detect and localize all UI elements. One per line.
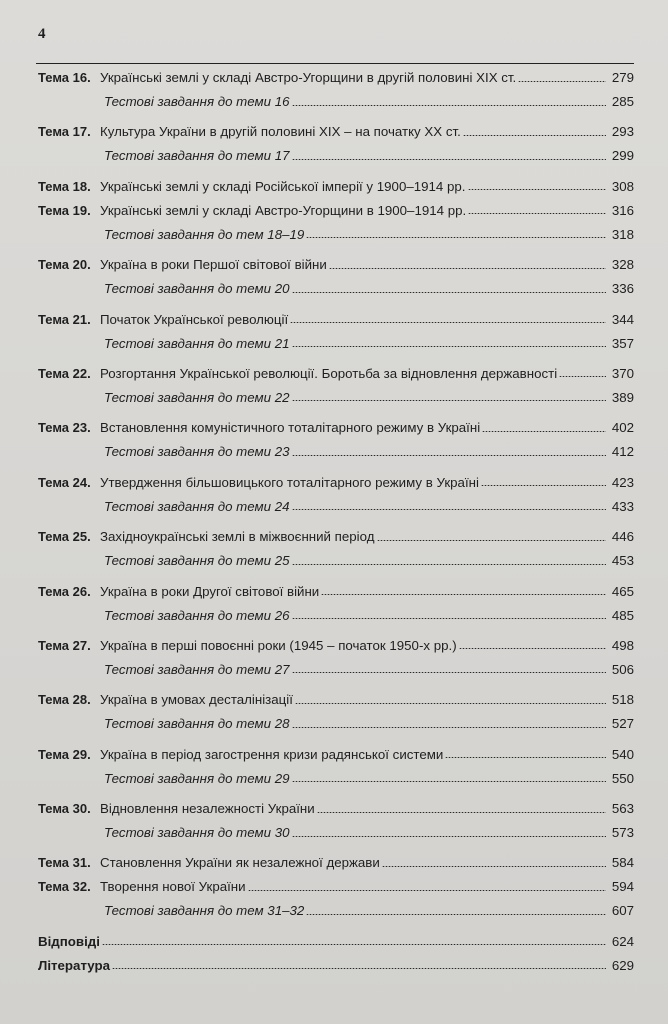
toc-topic-entry[interactable]	[36, 66, 634, 90]
page-reference: 607	[611, 903, 634, 919]
topic-number: Тема 31.	[38, 855, 91, 871]
page-reference: 573	[611, 825, 634, 841]
dot-leader	[459, 648, 606, 649]
topic-number: Тема 21.	[38, 311, 91, 327]
topic-number: Тема 22.	[38, 365, 91, 381]
dot-leader	[317, 812, 606, 813]
dot-leader	[468, 189, 607, 190]
page-reference: 563	[611, 801, 634, 817]
entry-title: Встановлення комуністичного тоталітарного режиму в Україні	[100, 420, 481, 436]
dot-leader	[292, 509, 607, 510]
entry-title: Культура України в другій половині XIX – на початку XX ст.	[100, 124, 461, 140]
toc-topic-entry[interactable]	[36, 308, 634, 332]
entry-title: Утвердження більшовицького тоталітарного режиму в Україні	[100, 474, 479, 490]
page-reference: 540	[611, 746, 634, 762]
dot-leader	[306, 914, 606, 915]
entry-title: Українські землі у складі Австро-Угорщини в 1900–1914 рр.	[100, 202, 467, 218]
page-reference: 344	[611, 311, 634, 327]
dot-leader	[292, 292, 607, 293]
page-reference: 402	[611, 420, 634, 436]
page-reference: 594	[611, 879, 634, 895]
topic-number: Тема 25.	[38, 529, 91, 545]
page-reference: 308	[611, 178, 634, 194]
entry-title: Тестові завдання до теми 27	[104, 661, 290, 677]
entry-title: Література	[38, 957, 111, 973]
entry-title: Тестові завдання до теми 30	[104, 825, 290, 841]
page-reference: 293	[611, 124, 634, 140]
dot-leader	[292, 400, 607, 401]
toc-topic-entry[interactable]	[36, 797, 634, 821]
entry-title: Тестові завдання до теми 20	[104, 281, 290, 297]
entry-title: Україна в перші повоєнні роки (1945 – початок 1950-х рр.)	[100, 637, 457, 653]
page-reference: 453	[611, 553, 634, 569]
dot-leader	[292, 105, 607, 106]
toc-topic-entry[interactable]	[36, 525, 634, 549]
toc-test-entry[interactable]	[36, 604, 634, 628]
topic-number: Тема 17.	[38, 124, 91, 140]
page-reference: 446	[611, 529, 634, 545]
toc-test-entry[interactable]	[36, 440, 634, 464]
toc-topic-entry[interactable]	[36, 743, 634, 767]
dot-leader	[559, 376, 606, 377]
dot-leader	[468, 213, 606, 214]
page-reference: 527	[611, 716, 634, 732]
dot-leader	[382, 866, 606, 867]
topic-number: Тема 32.	[38, 879, 91, 895]
dot-leader	[112, 968, 606, 969]
topic-number: Тема 16.	[38, 70, 91, 85]
page-reference: 423	[611, 474, 634, 490]
toc-topic-entry[interactable]	[36, 253, 634, 277]
toc-topic-entry[interactable]	[36, 851, 634, 875]
dot-leader	[518, 81, 606, 82]
page-reference: 518	[611, 692, 634, 708]
toc-test-entry[interactable]	[36, 821, 634, 845]
page-reference: 498	[611, 637, 634, 653]
page-reference: 328	[611, 257, 634, 273]
entry-title: Західноукраїнські землі в міжвоєнний період	[100, 529, 375, 545]
entry-title: Тестові завдання до теми 23	[104, 444, 290, 460]
topic-number: Тема 23.	[38, 420, 91, 436]
topic-number: Тема 28.	[38, 692, 91, 708]
dot-leader	[377, 540, 607, 541]
dot-leader	[295, 703, 606, 704]
header-rule	[36, 63, 634, 64]
toc-test-entry[interactable]	[36, 386, 634, 410]
entry-title: Україна в роки Другої світової війни	[100, 583, 320, 599]
page-reference: 370	[611, 365, 634, 381]
dot-leader	[290, 322, 606, 323]
page-reference: 465	[611, 583, 634, 599]
toc-test-entry[interactable]	[36, 144, 634, 168]
dot-leader	[292, 455, 607, 456]
entry-title: Тестові завдання до тем 18–19	[104, 226, 305, 242]
page-reference: 550	[611, 770, 634, 786]
toc-test-entry[interactable]	[36, 658, 634, 682]
page-reference: 318	[611, 226, 634, 242]
topic-number: Тема 19.	[38, 202, 91, 218]
entry-title: Тестові завдання до теми 29	[104, 770, 290, 786]
entry-title: Початок Української революції	[100, 311, 289, 327]
topic-number: Тема 27.	[38, 637, 91, 653]
dot-leader	[292, 781, 607, 782]
page-reference: 485	[611, 607, 634, 623]
topic-number: Тема 29.	[38, 746, 91, 762]
topic-number: Тема 20.	[38, 257, 91, 273]
dot-leader	[482, 431, 606, 432]
dot-leader	[292, 618, 607, 619]
page-reference: 316	[611, 202, 634, 218]
toc-topic-entry[interactable]	[36, 120, 634, 144]
topic-number: Тема 24.	[38, 474, 91, 490]
toc-test-entry[interactable]	[36, 899, 634, 923]
page-reference: 357	[611, 335, 634, 351]
table-of-contents	[36, 66, 634, 978]
dot-leader	[292, 564, 607, 565]
dot-leader	[292, 836, 607, 837]
dot-leader	[306, 237, 606, 238]
toc-test-entry[interactable]	[36, 549, 634, 573]
entry-title: Тестові завдання до теми 25	[104, 553, 290, 569]
page-reference: 629	[611, 957, 634, 973]
dot-leader	[445, 757, 606, 758]
entry-title: Україна в період загострення кризи радянської системи	[100, 746, 444, 762]
toc-topic-entry[interactable]	[36, 175, 634, 199]
dot-leader	[292, 159, 607, 160]
dot-leader	[321, 594, 606, 595]
toc-topic-entry[interactable]	[36, 362, 634, 386]
page-reference: 285	[611, 94, 634, 109]
toc-test-entry[interactable]	[36, 712, 634, 736]
topic-number: Тема 18.	[38, 178, 91, 194]
toc-test-entry[interactable]	[36, 495, 634, 519]
entry-title: Українські землі у складі Російської імперії у 1900–1914 рр.	[100, 178, 466, 194]
entry-title: Тестові завдання до теми 16	[104, 94, 290, 109]
entry-title: Становлення України як незалежної держави	[100, 855, 380, 871]
toc-topic-entry[interactable]	[36, 580, 634, 604]
entry-title: Тестові завдання до тем 31–32	[104, 903, 305, 919]
toc-topic-entry[interactable]	[36, 875, 634, 899]
dot-leader	[248, 890, 606, 891]
toc-test-entry[interactable]	[36, 90, 634, 114]
toc-test-entry[interactable]	[36, 767, 634, 791]
topic-number: Тема 30.	[38, 801, 91, 817]
dot-leader	[292, 346, 607, 347]
toc-test-entry[interactable]	[36, 332, 634, 356]
entry-title: Тестові завдання до теми 21	[104, 335, 290, 351]
entry-title: Творення нової України	[100, 879, 246, 895]
toc-section-entry[interactable]	[36, 954, 634, 978]
entry-title: Тестові завдання до теми 28	[104, 716, 290, 732]
dot-leader	[463, 135, 606, 136]
dot-leader	[102, 944, 606, 945]
page-reference: 336	[611, 281, 634, 297]
page-reference: 433	[611, 498, 634, 514]
toc-test-entry[interactable]	[36, 223, 634, 247]
topic-number: Тема 26.	[38, 583, 91, 599]
page-number: 4	[38, 26, 46, 42]
page-reference: 389	[611, 389, 634, 405]
page-reference: 299	[611, 148, 634, 164]
toc-topic-entry[interactable]	[36, 199, 634, 223]
toc-topic-entry[interactable]	[36, 688, 634, 712]
toc-topic-entry[interactable]	[36, 471, 634, 495]
entry-title: Відновлення незалежності України	[100, 801, 315, 817]
entry-title: Відповіді	[38, 933, 100, 949]
entry-title: Україна в умовах десталінізації	[100, 692, 293, 708]
dot-leader	[481, 485, 606, 486]
toc-topic-entry[interactable]	[36, 416, 634, 440]
page-reference: 584	[611, 855, 634, 871]
entry-title: Розгортання Української революції. Боротьба за відновлення державності	[100, 365, 558, 381]
entry-title: Україна в роки Першої світової війни	[100, 257, 327, 273]
page-reference: 412	[611, 444, 634, 460]
dot-leader	[292, 672, 607, 673]
toc-test-entry[interactable]	[36, 277, 634, 301]
page-reference: 624	[611, 933, 634, 949]
dot-leader	[329, 268, 606, 269]
entry-title: Тестові завдання до теми 22	[104, 389, 290, 405]
entry-title: Тестові завдання до теми 24	[104, 498, 290, 514]
entry-title: Тестові завдання до теми 17	[104, 148, 290, 164]
entry-title: Українські землі у складі Австро-Угорщини в другій половині XIX ст.	[100, 70, 517, 85]
entry-title: Тестові завдання до теми 26	[104, 607, 290, 623]
toc-section-entry[interactable]	[36, 930, 634, 954]
dot-leader	[292, 727, 607, 728]
page-reference: 506	[611, 661, 634, 677]
page-reference: 279	[611, 70, 634, 85]
toc-topic-entry[interactable]	[36, 634, 634, 658]
